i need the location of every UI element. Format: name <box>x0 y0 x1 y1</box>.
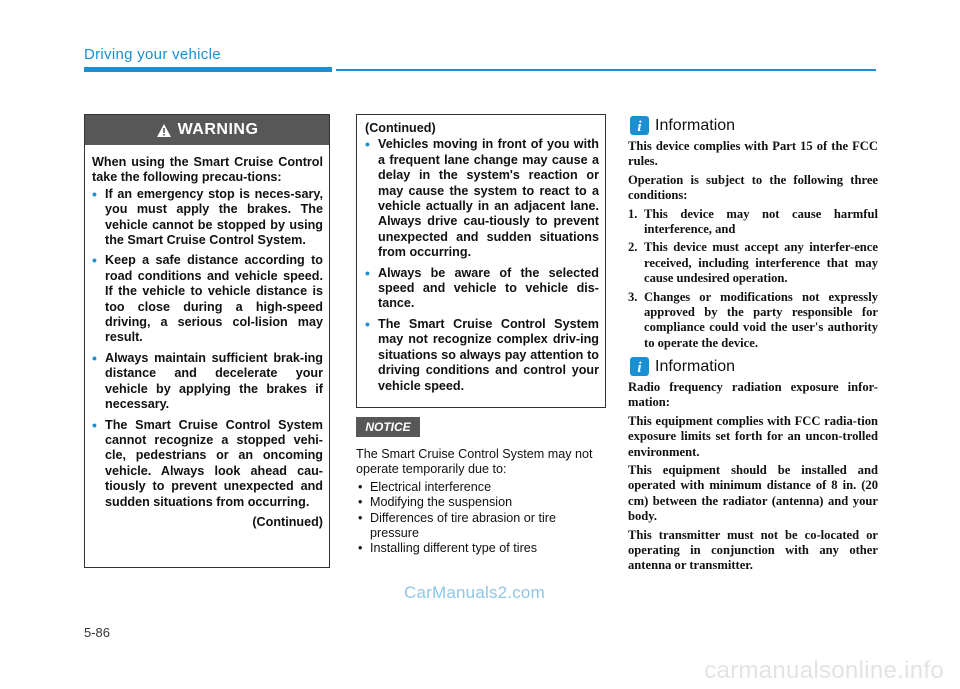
list-item: • Electrical interference <box>356 480 608 495</box>
header-rule <box>336 69 876 71</box>
list-item: • Always be aware of the selected speed and vehicle to vehicle dis-tance. <box>365 266 599 312</box>
info-paragraph: Operation is subject to the following three conditions: <box>628 172 878 203</box>
info-title: Information <box>655 357 736 375</box>
warning-list <box>92 187 323 510</box>
list-item <box>628 207 878 238</box>
watermark: CarManuals2.com <box>404 583 545 602</box>
continuation-body <box>357 115 605 394</box>
list-item: • Vehicles moving in front of you with a frequent lane change may cause a delay in the system's reaction or may cause the system to react to a vehicle actually in an adjacent lane. Always drive cau-tiously to prevent unexpected and sudden situations from occurring. <box>365 137 599 260</box>
info-paragraph: Radio frequency radiation exposure infor-mation: <box>628 380 878 410</box>
list-item: • If an emergency stop is neces-sary, you must apply the brakes. The vehicle cannot be stopped by using the Smart Cruise Control System. <box>92 187 323 249</box>
info-icon <box>630 357 649 376</box>
footer-watermark: carmanualsonline.info <box>704 657 944 684</box>
list-number: 2. <box>628 240 638 255</box>
notice-intro: The Smart Cruise Control System may not operate temporarily due to: <box>356 447 593 477</box>
notice-badge: NOTICE <box>356 417 420 437</box>
continued-heading: (Continued) <box>365 121 436 135</box>
continuation-list <box>365 137 599 394</box>
list-item: • Modifying the suspension <box>356 495 608 510</box>
info-paragraph: This equipment complies with FCC radia-tion exposure limits set forth for an uncon-trolled environment. <box>628 413 878 459</box>
list-item <box>628 240 878 286</box>
section-title: Driving your vehicle <box>84 46 221 63</box>
info-icon <box>630 116 649 135</box>
list-item: • Differences of tire abrasion or tire pressure <box>356 511 608 542</box>
list-item: • Always maintain sufficient brak-ing distance and decelerate your vehicle by applying the brakes if necessary. <box>92 351 323 413</box>
info-heading-2 <box>630 357 735 376</box>
list-text: This device must accept any interfer-ence received, including interference that may cause undesired operation. <box>644 240 878 286</box>
page-number: 5-86 <box>84 625 111 640</box>
info-paragraph: This transmitter must not be co-located or operating in conjunction with any other antenna or transmitter. <box>628 527 878 573</box>
info-body-1 <box>628 139 878 354</box>
info-icon-letter: i <box>637 119 642 135</box>
notice-area <box>356 447 608 557</box>
info-title: Information <box>655 116 736 134</box>
warning-header <box>85 115 329 145</box>
list-number: 3. <box>628 289 638 304</box>
warning-label: WARNING <box>177 121 259 138</box>
continued-label: (Continued) <box>252 514 323 529</box>
warning-continuation-box <box>356 114 606 408</box>
list-item <box>628 290 878 352</box>
info-heading-1 <box>630 116 735 135</box>
info-paragraph: This device complies with Part 15 of the FCC rules. <box>628 139 878 169</box>
list-item: • The Smart Cruise Control System may not recognize complex driv-ing situations so always pay attention to driving conditions and control your vehicle speed. <box>365 317 599 394</box>
list-item: • The Smart Cruise Control System cannot recognize a stopped vehi-cle, pedestrians or an oncoming vehicle. Always look ahead cau-tiously to prevent unexpected and sudden situations from occurring. <box>92 418 323 510</box>
warning-intro: When using the Smart Cruise Control take the following precau-tions: <box>92 155 323 185</box>
warning-body <box>85 145 329 530</box>
list-item: • Installing different type of tires <box>356 541 608 556</box>
list-text: Changes or modifications not expressly approved by the party responsible for compliance could void the user's authority to operate the device. <box>644 289 878 350</box>
info-numbered-list <box>628 207 878 352</box>
list-item: • Keep a safe distance according to road conditions and vehicle speed. If the vehicle to vehicle distance is too close during a high-speed driving, a serious col-lision may result. <box>92 253 323 345</box>
info-icon-letter: i <box>637 360 642 376</box>
header-bar <box>84 67 332 72</box>
info-body-2 <box>628 380 878 577</box>
list-text: This device may not cause harmful interference, and <box>644 206 878 237</box>
notice-list <box>356 480 608 557</box>
warning-triangle-icon <box>156 123 172 138</box>
warning-box <box>84 114 330 568</box>
list-number: 1. <box>628 206 638 221</box>
info-paragraph: This equipment should be installed and operated with minimum distance of 8 in. (20 cm) between the radiator (antenna) and your body. <box>628 463 878 524</box>
